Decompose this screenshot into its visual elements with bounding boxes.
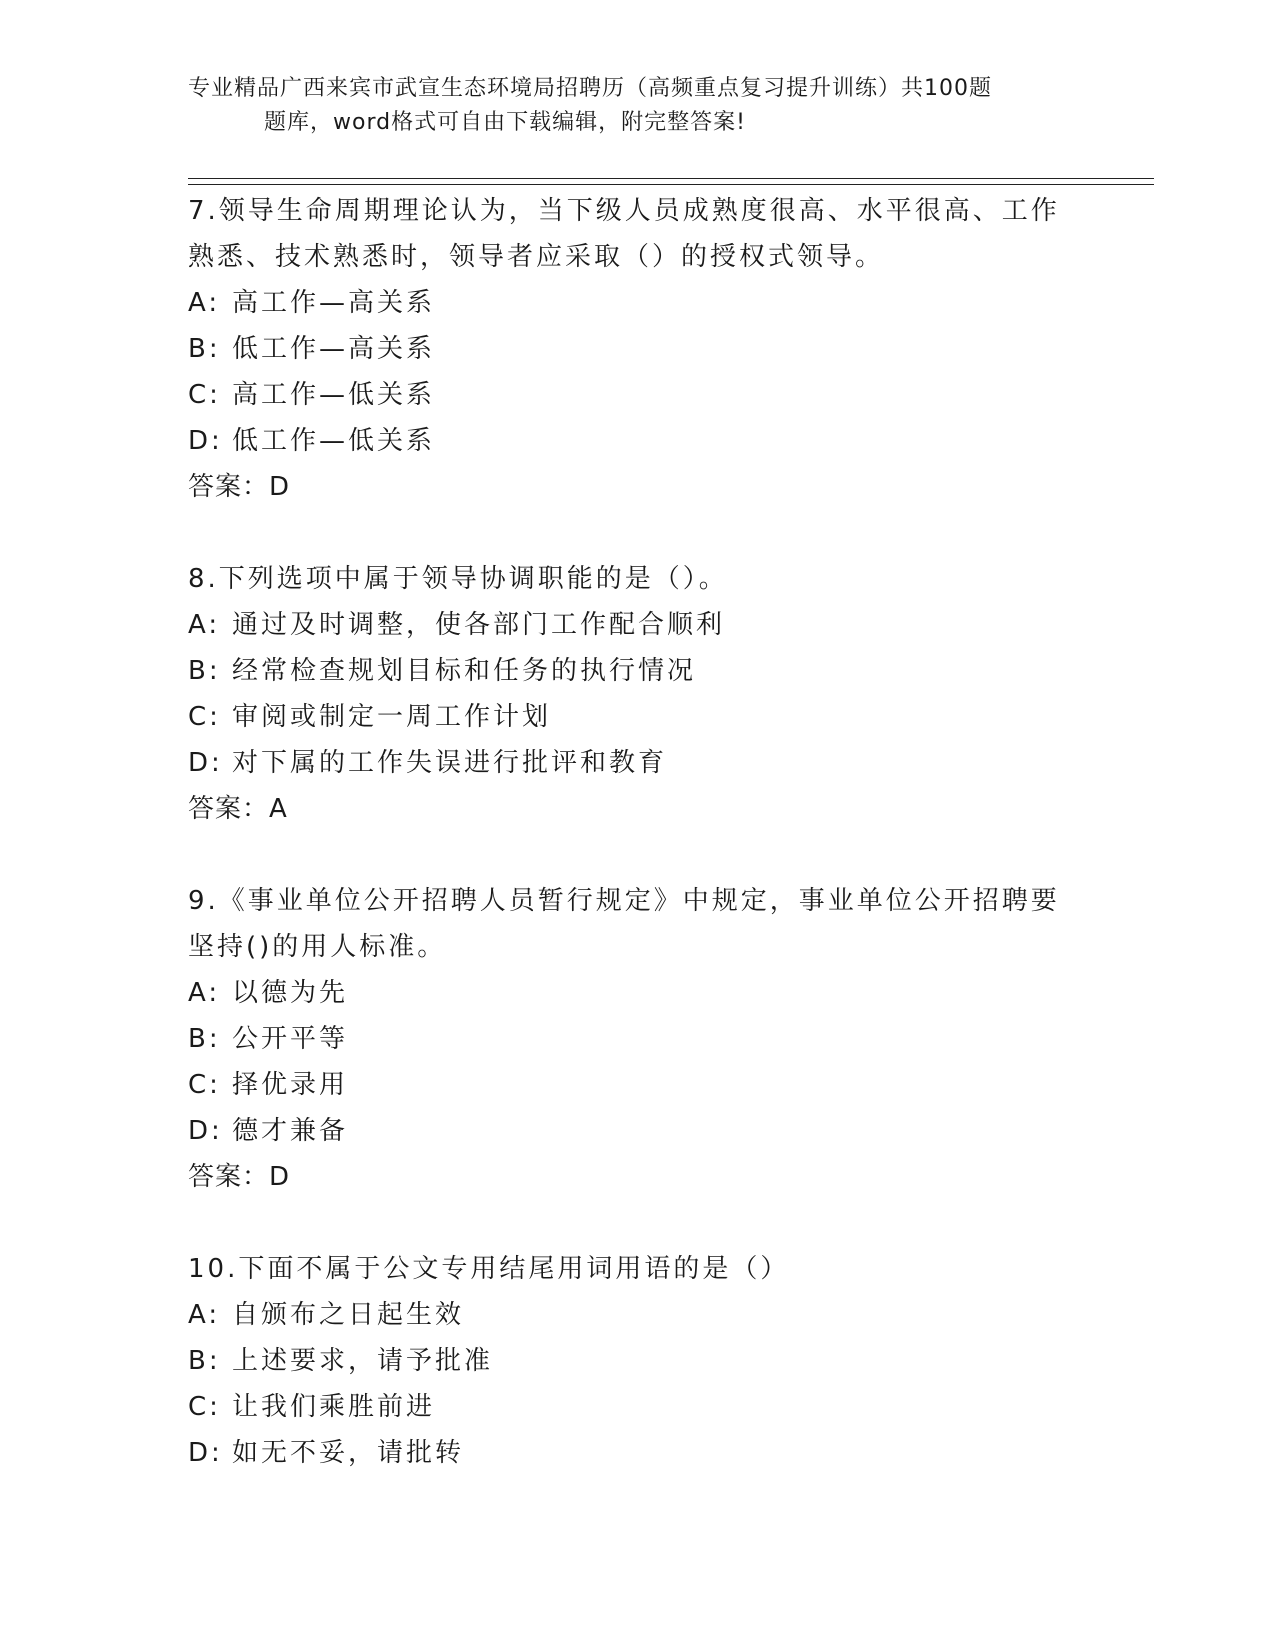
option-text: 高工作—高关系 <box>232 288 436 318</box>
answer: 答案：D <box>188 472 291 502</box>
document-header <box>188 72 1068 140</box>
option-key: B: <box>188 334 221 364</box>
option-text: 择优录用 <box>232 1070 349 1100</box>
option-a <box>188 970 1068 1016</box>
option-text: 高工作—低关系 <box>232 380 436 410</box>
option-key: C: <box>188 702 221 732</box>
option-c <box>188 1062 1068 1108</box>
question-8 <box>188 556 1068 832</box>
question-spacer <box>188 510 1068 556</box>
option-text: 上述要求，请予批准 <box>232 1346 494 1376</box>
option-key: C: <box>188 1392 221 1422</box>
option-text: 低工作—高关系 <box>232 334 436 364</box>
option-b <box>188 1338 1068 1384</box>
question-text: 8.下列选项中属于领导协调职能的是（）。 <box>188 564 728 594</box>
option-text: 低工作—低关系 <box>232 426 436 456</box>
question-9 <box>188 878 1068 1200</box>
option-key: D: <box>188 426 223 456</box>
option-text: 通过及时调整，使各部门工作配合顺利 <box>232 610 726 640</box>
option-b <box>188 1016 1068 1062</box>
option-text: 德才兼备 <box>232 1116 349 1146</box>
option-text: 对下属的工作失误进行批评和教育 <box>232 748 668 778</box>
option-key: C: <box>188 1070 221 1100</box>
option-text: 经常检查规划目标和任务的执行情况 <box>232 656 697 686</box>
option-text: 审阅或制定一周工作计划 <box>232 702 552 732</box>
option-c <box>188 372 1068 418</box>
option-text: 公开平等 <box>232 1024 349 1054</box>
option-a <box>188 602 1068 648</box>
header-rule-top <box>188 178 1154 179</box>
option-d <box>188 740 1068 786</box>
option-b <box>188 326 1068 372</box>
option-key: B: <box>188 656 221 686</box>
option-key: A: <box>188 1300 221 1330</box>
option-key: D: <box>188 748 223 778</box>
question-text: 9.《事业单位公开招聘人员暂行规定》中规定，事业单位公开招聘要坚持()的用人标准。 <box>188 886 1060 962</box>
header-title-line1: 专业精品广西来宾市武宣生态环境局招聘历（高频重点复习提升训练）共100题 <box>188 76 992 101</box>
option-key: B: <box>188 1346 221 1376</box>
option-d <box>188 1108 1068 1154</box>
option-c <box>188 1384 1068 1430</box>
option-a <box>188 280 1068 326</box>
option-key: A: <box>188 978 221 1008</box>
option-text: 如无不妥，请批转 <box>232 1438 465 1468</box>
question-text: 7.领导生命周期理论认为，当下级人员成熟度很高、水平很高、工作熟悉、技术熟悉时，领导者应采取（）的授权式领导。 <box>188 196 1060 272</box>
question-7 <box>188 188 1068 510</box>
question-list <box>188 188 1068 1476</box>
option-key: A: <box>188 288 221 318</box>
option-key: A: <box>188 610 221 640</box>
option-a <box>188 1292 1068 1338</box>
header-rule-bottom <box>188 184 1154 185</box>
option-b <box>188 648 1068 694</box>
header-title-line2: 题库，word格式可自由下载编辑，附完整答案! <box>264 110 746 135</box>
question-text: 10.下面不属于公文专用结尾用词用语的是（） <box>188 1254 790 1284</box>
option-c <box>188 694 1068 740</box>
question-spacer <box>188 832 1068 878</box>
option-d <box>188 418 1068 464</box>
question-10 <box>188 1246 1068 1476</box>
option-key: D: <box>188 1438 223 1468</box>
answer: 答案：D <box>188 1162 291 1192</box>
option-text: 让我们乘胜前进 <box>232 1392 436 1422</box>
option-key: C: <box>188 380 221 410</box>
option-d <box>188 1430 1068 1476</box>
option-text: 以德为先 <box>232 978 349 1008</box>
option-key: D: <box>188 1116 223 1146</box>
question-spacer <box>188 1200 1068 1246</box>
answer: 答案：A <box>188 794 288 824</box>
option-key: B: <box>188 1024 221 1054</box>
option-text: 自颁布之日起生效 <box>232 1300 465 1330</box>
